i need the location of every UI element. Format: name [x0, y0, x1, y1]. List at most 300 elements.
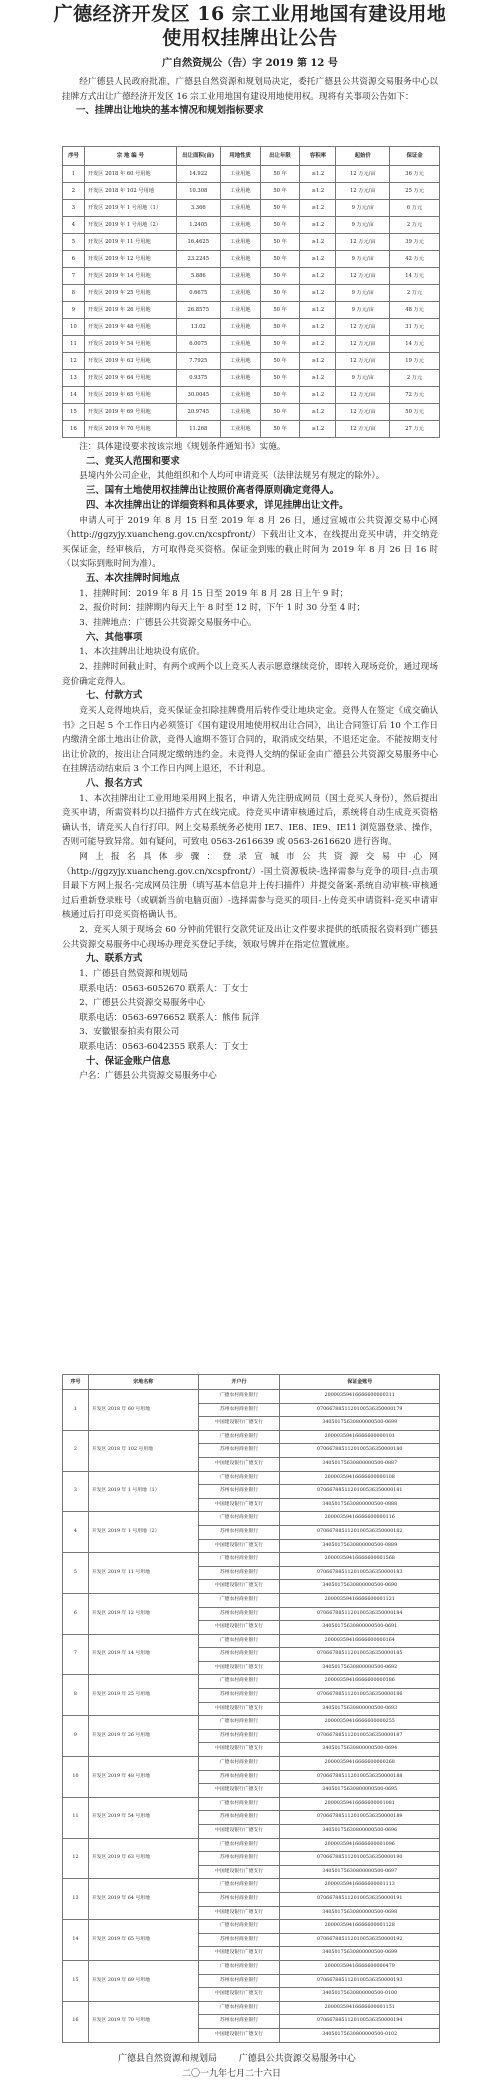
- section-heading: 十、保证金账户信息: [86, 1055, 171, 1067]
- deposit-account-number: 0706678851120100536350000194: [280, 2015, 440, 2029]
- table-row: [63, 1593, 440, 1607]
- deposit-parcel-name: 开发区 2019 年 25 号用地: [88, 1675, 198, 1716]
- deposit-row-number: 15: [63, 1960, 89, 2001]
- parcel-cell: 30.0045: [176, 387, 220, 404]
- deposit-account-number: 34050175630800000500-0102: [280, 2028, 440, 2042]
- table-row: [63, 268, 440, 285]
- parcel-cell: 开发区 2018 年 60 号用地: [84, 166, 176, 183]
- deposit-row-number: 3: [63, 1471, 89, 1512]
- parcel-cell: 开发区 2019 年 11 号用地: [84, 234, 176, 251]
- parcel-cell: 9 万元/亩: [336, 251, 390, 268]
- deposit-account-number: 20000359416666600000116: [280, 1512, 440, 1526]
- parcel-cell: 开发区 2019 年 25 号用地: [84, 285, 176, 302]
- title-line-2: 使用权挂牌出让公告: [162, 27, 338, 49]
- deposit-row-number: 10: [63, 1757, 89, 1798]
- deposit-bank: 苏州农村商业银行: [198, 1770, 280, 1784]
- deposit-account-number: 34050175630800000500-0695: [280, 1784, 440, 1798]
- deposit-row-number: 9: [63, 1716, 89, 1757]
- table-row: [63, 404, 440, 421]
- table-row: [63, 1553, 440, 1567]
- parcel-cell: ≥1.2: [300, 387, 336, 404]
- deposit-bank: 苏州农村商业银行: [198, 1607, 280, 1621]
- deposit-account-number: 34050175630800000500-0692: [280, 1661, 440, 1675]
- parcel-cell: 50 年: [260, 234, 300, 251]
- body-paragraph: 注：具体建设要求按该宗地《规划条件通知书》实施。: [79, 442, 286, 452]
- parcel-cell: 13: [63, 370, 85, 387]
- parcel-header-cell: 容积率: [300, 147, 336, 166]
- deposit-account-number: 34050175630800000500-0887: [280, 1457, 440, 1471]
- deposit-account-number: 0706678851120100536350000181: [280, 1485, 440, 1499]
- deposit-bank: 苏州农村商业银行: [198, 1974, 280, 1988]
- deposit-parcel-name: 开发区 2018 年 60 号用地: [88, 1390, 198, 1431]
- deposit-bank: 苏州农村商业银行: [198, 1403, 280, 1417]
- body-paragraph: 1、本次挂牌出让工业用地采用网上报名，申请人先注册成网员（国土竞买人身份），然后提出竞买申请，所需资料均以扫描件方式在线完成。待竞买申请审核通过后，系统将自动生成竞买资格确认书，请竞买人自行打印。网上交易系统务必使用 IE7、IE8、IE9、IE11 浏览器登录、操作，否则可能导致异常。如有疑问，可致电 0563-2616639 或 0563-2616620 进行咨询。: [62, 793, 438, 848]
- deposit-bank: 广德农村商业银行: [198, 1634, 280, 1648]
- body-paragraph: 县境内外公司企业，其他组织和个人均可申请竞买（法律法规另有规定的除外）。: [79, 471, 385, 482]
- deposit-account-number: 20000359416666600000268: [280, 1757, 440, 1771]
- parcel-cell: 9 万元/亩: [336, 370, 390, 387]
- body-paragraph: 2、竞买人须于现场会 60 分钟前凭银行交款凭证及出让文件要求提供的纸质报名资料到广德县公共资源交易服务中心现场办理竞买登记手续，领取号牌并在指定位置就座。: [62, 925, 438, 950]
- deposit-account-number: 0706678851120100536350000185: [280, 1648, 440, 1662]
- deposit-bank: 广德农村商业银行: [198, 1960, 280, 1974]
- deposit-row-number: 13: [63, 1879, 89, 1920]
- deposit-account-number: 0706678851120100536350000180: [280, 1444, 440, 1458]
- table-row: [63, 1512, 440, 1526]
- deposit-bank: 苏州农村商业银行: [198, 1729, 280, 1743]
- deposit-table-header: [63, 1375, 440, 1390]
- parcel-cell: ≥1.2: [300, 183, 336, 200]
- deposit-bank: 苏州农村商业银行: [198, 1811, 280, 1825]
- deposit-bank: 苏州农村商业银行: [198, 1892, 280, 1906]
- table-row: [63, 387, 440, 404]
- deposit-bank: 中国建设银行广德支行: [198, 1702, 280, 1716]
- parcel-cell: ≥1.2: [300, 336, 336, 353]
- parcel-cell: 50 年: [260, 353, 300, 370]
- deposit-bank: 广德农村商业银行: [198, 2001, 280, 2015]
- deposit-account-number: 0706678851120100536350000184: [280, 1607, 440, 1621]
- deposit-row-number: 2: [63, 1430, 89, 1471]
- deposit-parcel-name: 开发区 2019 年 12 号用地: [88, 1593, 198, 1634]
- parcel-cell: 工业用地: [220, 387, 260, 404]
- parcel-cell: 50 年: [260, 336, 300, 353]
- parcel-cell: 12 万元/亩: [336, 421, 390, 438]
- deposit-row-number: 11: [63, 1797, 89, 1838]
- body-paragraph: 联系电话：0563-6042355 联系人：丁女士: [79, 1041, 249, 1052]
- parcel-cell: 50 年: [260, 268, 300, 285]
- parcel-cell: 14.922: [176, 166, 220, 183]
- parcel-table-header: [63, 147, 440, 166]
- deposit-account-number: 34050175630800000500-0698: [280, 1906, 440, 1920]
- deposit-bank: 苏州农村商业银行: [198, 1485, 280, 1499]
- table-row: [63, 319, 440, 336]
- parcel-cell: 50 年: [260, 421, 300, 438]
- parcel-cell: 9: [63, 302, 85, 319]
- parcel-cell: ≥1.2: [300, 200, 336, 217]
- parcel-cell: 3: [63, 200, 85, 217]
- body-paragraph: 2、报价时间：挂牌期内每天上午 8 时至 12 时，下午 1 时 30 分至 4 时；: [79, 603, 366, 614]
- parcel-cell: ≥1.2: [300, 319, 336, 336]
- parcel-cell: 开发区 2019 年 63 号用地: [84, 353, 176, 370]
- deposit-account-number: 0706678851120100536350000187: [280, 1729, 440, 1743]
- deposit-parcel-name: 开发区 2019 年 63 号用地: [88, 1838, 198, 1879]
- deposit-row-number: 4: [63, 1512, 89, 1553]
- body-paragraph: 竞买人竞得地块后，竞买保证金扣除挂牌费用后转作受让地块定金。竞得人在签定《成交确认书》之日起 5 个工作日内必须签订《国有建设用地使用权出让合同》，出让合同签订后 10 个工作日内缴清全部土地出让价款，竞得人逾期不签订合同的，取消成交结果，不退还定金。不能按期支付出让价款的，按出让合同规定缴纳违约金。未竞得人交纳的保证金由广德县公共资源交易服务中心在挂牌活动结束后 3 个工作日内网上退还，不计利息。: [62, 705, 438, 775]
- table-row: [63, 1390, 440, 1404]
- parcel-cell: 9 万元/亩: [336, 217, 390, 234]
- deposit-account-number: 34050175630800000500-0693: [280, 1702, 440, 1716]
- parcel-cell: 5: [63, 234, 85, 251]
- deposit-account-number: 34050175630800000500-0697: [280, 1865, 440, 1879]
- parcel-cell: 工业用地: [220, 217, 260, 234]
- parcel-cell: 50 年: [260, 251, 300, 268]
- parcel-cell: 10.308: [176, 183, 220, 200]
- table-row: [63, 421, 440, 438]
- parcel-cell: 50 年: [260, 200, 300, 217]
- parcel-cell: 3.366: [176, 200, 220, 217]
- deposit-account-number: 34050175630800000500-0690: [280, 1580, 440, 1594]
- deposit-account-number: 20000359416666600000101: [280, 1430, 440, 1444]
- deposit-bank: 广德农村商业银行: [198, 1512, 280, 1526]
- parcel-cell: 11.268: [176, 421, 220, 438]
- deposit-account-number: 0706678851120100536350000182: [280, 1525, 440, 1539]
- deposit-row-number: 8: [63, 1675, 89, 1716]
- table-row: [63, 1675, 440, 1689]
- table-row: [63, 1879, 440, 1893]
- parcel-cell: 39 万元: [390, 234, 440, 251]
- deposit-parcel-name: 开发区 2019 年 70 号用地: [88, 2001, 198, 2042]
- section-heading: 三、国有土地使用权挂牌出让按照价高者得原则确定竞得人。: [86, 484, 340, 496]
- table-row: [63, 285, 440, 302]
- table-row: [63, 200, 440, 217]
- parcel-cell: 12 万元/亩: [336, 234, 390, 251]
- deposit-bank: 苏州农村商业银行: [198, 1689, 280, 1703]
- parcel-cell: 1.2405: [176, 217, 220, 234]
- document-number: 广自然资规公（告）字 2019 第 12 号: [162, 58, 338, 69]
- parcel-cell: 7: [63, 268, 85, 285]
- table-row: [63, 1838, 440, 1852]
- section-heading: 四、本次挂牌出让的详细资料和具体要求，详见挂牌出让文件。: [86, 499, 349, 511]
- deposit-parcel-name: 开发区 2019 年 65 号用地: [88, 1920, 198, 1961]
- deposit-bank: 苏州农村商业银行: [198, 1566, 280, 1580]
- intro-section: [0, 75, 500, 119]
- deposit-account-number: 20000359416666600000479: [280, 1960, 440, 1974]
- parcel-cell: 20.9745: [176, 404, 220, 421]
- deposit-account-number: 34050175630800000500-0696: [280, 1825, 440, 1839]
- parcel-cell: 开发区 2019 年 69 号用地: [84, 404, 176, 421]
- table-row: [63, 1430, 440, 1444]
- parcel-cell: 16: [63, 421, 85, 438]
- deposit-account-table: [62, 1374, 440, 2043]
- table-row: [63, 302, 440, 319]
- deposit-parcel-name: 开发区 2019 年 54 号用地: [88, 1797, 198, 1838]
- parcel-cell: ≥1.2: [300, 234, 336, 251]
- deposit-parcel-name: 开发区 2019 年 69 号用地: [88, 1960, 198, 2001]
- deposit-account-number: 20000359416666600001568: [280, 1553, 440, 1567]
- parcel-header-cell: 宗 地 编 号: [84, 147, 176, 166]
- parcel-cell: 8: [63, 285, 85, 302]
- deposit-parcel-name: 开发区 2019 年 1 号用地（1）: [88, 1471, 198, 1512]
- deposit-bank: 广德农村商业银行: [198, 1390, 280, 1404]
- table-row: [63, 1960, 440, 1974]
- parcel-cell: ≥1.2: [300, 285, 336, 302]
- body-paragraph: 1、广德县自然资源和规划局: [79, 969, 188, 979]
- deposit-header-cell: 宗地名称: [88, 1375, 198, 1390]
- deposit-account-number: 0706678851120100536350000192: [280, 1933, 440, 1947]
- parcel-cell: 9 万元/亩: [336, 285, 390, 302]
- body-paragraph: 1、挂牌时间：2019 年 8 月 15 日至 2019 年 8 月 28 日上午 9 时；: [79, 588, 349, 599]
- deposit-account-number: 20000359416666600000255: [280, 1716, 440, 1730]
- deposit-account-number: 20000359416666600001128: [280, 1920, 440, 1934]
- section-heading: 八、报名方式: [86, 777, 143, 789]
- parcel-cell: 7.7925: [176, 353, 220, 370]
- parcel-cell: 16.4625: [176, 234, 220, 251]
- parcel-cell: 27 万元: [390, 421, 440, 438]
- deposit-account-number: 20000359416666600001096: [280, 1838, 440, 1852]
- deposit-parcel-name: 开发区 2019 年 11 号用地: [88, 1553, 198, 1594]
- page-title: [0, 2, 500, 50]
- parcel-cell: 31 万元: [390, 319, 440, 336]
- parcel-cell: 开发区 2018 年 102 号用地: [84, 183, 176, 200]
- parcel-cell: 开发区 2019 年 26 号用地: [84, 302, 176, 319]
- deposit-bank: 苏州农村商业银行: [198, 1852, 280, 1866]
- section-heading: 二、竞买人范围和要求: [86, 455, 180, 467]
- body-paragraph: 1、本次挂牌出让地块设有底价。: [79, 647, 205, 658]
- parcel-header-cell: 保证金: [390, 147, 440, 166]
- parcel-cell: 开发区 2019 年 65 号用地: [84, 387, 176, 404]
- deposit-row-number: 16: [63, 2001, 89, 2042]
- deposit-account-number: 34050175630800000500-0694: [280, 1743, 440, 1757]
- parcel-cell: 50 年: [260, 302, 300, 319]
- deposit-bank: 广德农村商业银行: [198, 1879, 280, 1893]
- parcel-cell: 5.886: [176, 268, 220, 285]
- table-row: [63, 1634, 440, 1648]
- deposit-account-number: 20000359416666600001121: [280, 1593, 440, 1607]
- parcel-cell: 工业用地: [220, 251, 260, 268]
- body-paragraph: 联系电话：0563-6052670 联系人：丁女士: [79, 983, 249, 994]
- deposit-account-number: 0706678851120100536350000179: [280, 1403, 440, 1417]
- deposit-header-cell: 保证金账号: [280, 1375, 440, 1390]
- parcel-cell: 10: [63, 319, 85, 336]
- deposit-bank: 广德农村商业银行: [198, 1838, 280, 1852]
- parcel-cell: 1: [63, 166, 85, 183]
- deposit-header-cell: 序号: [63, 1375, 89, 1390]
- parcel-cell: 开发区 2019 年 12 号用地: [84, 251, 176, 268]
- deposit-bank: 中国建设银行广德支行: [198, 1906, 280, 1920]
- deposit-bank: 苏州农村商业银行: [198, 1525, 280, 1539]
- parcel-cell: 6 万元: [390, 200, 440, 217]
- deposit-row-number: 14: [63, 1920, 89, 1961]
- deposit-bank: 苏州农村商业银行: [198, 1444, 280, 1458]
- section-heading: 五、本次挂牌时间地点: [86, 572, 180, 584]
- parcel-cell: 11: [63, 336, 85, 353]
- parcel-cell: 48 万元: [390, 302, 440, 319]
- signature-org-1: 广德县自然资源和规划局: [118, 2054, 218, 2064]
- deposit-account-number: 34050175630800000500-0889: [280, 1539, 440, 1553]
- parcel-cell: 工业用地: [220, 370, 260, 387]
- parcel-cell: 12 万元/亩: [336, 404, 390, 421]
- parcel-cell: ≥1.2: [300, 302, 336, 319]
- deposit-row-number: 12: [63, 1838, 89, 1879]
- body-paragraph: 2、挂牌时间截止时，有两个或两个以上竞买人表示愿意继续竞价，即转入现场竞价，通过现场竞价确定竞得人。: [62, 661, 438, 687]
- table-row: [63, 336, 440, 353]
- deposit-bank: 广德农村商业银行: [198, 1797, 280, 1811]
- parcel-cell: 6.0075: [176, 336, 220, 353]
- parcel-cell: 12 万元/亩: [336, 268, 390, 285]
- deposit-bank: 广德农村商业银行: [198, 1920, 280, 1934]
- table-row: [63, 234, 440, 251]
- deposit-row-number: 7: [63, 1634, 89, 1675]
- parcel-table: [62, 146, 440, 438]
- deposit-account-number: 20000359416666600001151: [280, 2001, 440, 2015]
- table-row: [63, 353, 440, 370]
- deposit-bank: 中国建设银行广德支行: [198, 1947, 280, 1961]
- deposit-account-number: 20000359416666600000186: [280, 1675, 440, 1689]
- deposit-bank: 广德农村商业银行: [198, 1757, 280, 1771]
- deposit-parcel-name: 开发区 2019 年 64 号用地: [88, 1879, 198, 1920]
- deposit-bank: 广德农村商业银行: [198, 1716, 280, 1730]
- parcel-cell: 12 万元/亩: [336, 353, 390, 370]
- table-row: [63, 2001, 440, 2015]
- body-paragraph: 3、挂牌地点：广德县公共资源交易服务中心。: [79, 617, 257, 628]
- parcel-cell: 12 万元/亩: [336, 183, 390, 200]
- parcel-cell: 50 年: [260, 404, 300, 421]
- body-paragraph: 网上报名具体步骤：登录宣城市公共资源交易中心网（http://ggzyjy.xuancheng.gov.cn/xcspfront/）-国土资源板块-选择需参与竞争的项目-点击项目最下方网上报名-完成网员注册（填写基本信息并上传扫描件）并提交备案-系统自动审核-审核通过后重新登录账号（或刷新当前电脑页面）-选择需参与竞买的项目-上传竞买申请资料-竞买申请审核通过后打印竞买资格确认书。: [62, 852, 438, 921]
- parcel-cell: 工业用地: [220, 268, 260, 285]
- parcel-header-cell: 用地性质: [220, 147, 260, 166]
- deposit-parcel-name: 开发区 2018 年 102 号用地: [88, 1430, 198, 1471]
- deposit-row-number: 5: [63, 1553, 89, 1594]
- parcel-cell: 15: [63, 404, 85, 421]
- parcel-cell: 2 万元: [390, 285, 440, 302]
- deposit-bank: 中国建设银行广德支行: [198, 1865, 280, 1879]
- deposit-account-number: 20000359416666600001113: [280, 1879, 440, 1893]
- parcel-cell: 72 万元: [390, 387, 440, 404]
- deposit-bank: 广德农村商业银行: [198, 1553, 280, 1567]
- parcel-cell: ≥1.2: [300, 268, 336, 285]
- deposit-bank: 苏州农村商业银行: [198, 1933, 280, 1947]
- parcel-cell: 开发区 2019 年 48 号用地: [84, 319, 176, 336]
- parcel-cell: 50 年: [260, 183, 300, 200]
- parcel-cell: 13.02: [176, 319, 220, 336]
- table-row: [63, 1920, 440, 1934]
- parcel-cell: 工业用地: [220, 404, 260, 421]
- deposit-account-number: 34050175630800000500-0699: [280, 1417, 440, 1431]
- signature-date: 二〇一九年七月二十六日: [182, 2069, 282, 2079]
- parcel-cell: 50 年: [260, 285, 300, 302]
- parcel-cell: 开发区 2019 年 1 号用地（1）: [84, 200, 176, 217]
- deposit-row-number: 6: [63, 1593, 89, 1634]
- parcel-cell: 工业用地: [220, 200, 260, 217]
- deposit-bank: 中国建设银行广德支行: [198, 1661, 280, 1675]
- section-heading: 七、付款方式: [86, 690, 143, 702]
- parcel-cell: 0.9375: [176, 370, 220, 387]
- deposit-account-number: 0706678851120100536350000193: [280, 1974, 440, 1988]
- table-row: [63, 1757, 440, 1771]
- parcel-cell: 开发区 2019 年 70 号用地: [84, 421, 176, 438]
- body-paragraph: 户名：广德县公共资源交易服务中心: [79, 1071, 217, 1082]
- deposit-bank: 中国建设银行广德支行: [198, 1580, 280, 1594]
- deposit-bank: 中国建设银行广德支行: [198, 1457, 280, 1471]
- parcel-table-body: [63, 166, 440, 438]
- deposit-account-number: 0706678851120100536350000188: [280, 1770, 440, 1784]
- parcel-cell: 工业用地: [220, 302, 260, 319]
- parcel-header-cell: 出让面积(亩): [176, 147, 220, 166]
- parcel-cell: 4: [63, 217, 85, 234]
- parcel-cell: 开发区 2019 年 1 号用地（2）: [84, 217, 176, 234]
- deposit-account-number: 34050175630800000500-0100: [280, 1988, 440, 2002]
- parcel-cell: 12 万元/亩: [336, 319, 390, 336]
- deposit-bank: 广德农村商业银行: [198, 1430, 280, 1444]
- deposit-parcel-name: 开发区 2019 年 48 号用地: [88, 1757, 198, 1798]
- table-row: [63, 183, 440, 200]
- parcel-cell: 26.8575: [176, 302, 220, 319]
- parcel-cell: 9 万元/亩: [336, 302, 390, 319]
- deposit-account-number: 0706678851120100536350000189: [280, 1811, 440, 1825]
- parcel-cell: 9 万元/亩: [336, 200, 390, 217]
- deposit-account-number: 34050175630800000500-0699: [280, 1947, 440, 1961]
- parcel-cell: ≥1.2: [300, 217, 336, 234]
- parcel-cell: 工业用地: [220, 234, 260, 251]
- deposit-account-number: 20000359416666600001081: [280, 1797, 440, 1811]
- parcel-cell: 50 年: [260, 319, 300, 336]
- table-row: [63, 251, 440, 268]
- parcel-cell: 14: [63, 387, 85, 404]
- deposit-header-cell: 开户行: [198, 1375, 280, 1390]
- parcel-cell: 50 年: [260, 217, 300, 234]
- deposit-table-body: [63, 1390, 440, 2043]
- deposit-account-number: 34050175630800000500-0888: [280, 1498, 440, 1512]
- deposit-account-number: 20000359416666600000108: [280, 1471, 440, 1485]
- parcel-cell: 开发区 2019 年 64 号用地: [84, 370, 176, 387]
- parcel-cell: 工业用地: [220, 421, 260, 438]
- parcel-cell: 工业用地: [220, 183, 260, 200]
- deposit-row-number: 1: [63, 1390, 89, 1431]
- parcel-cell: 50 年: [260, 370, 300, 387]
- parcel-header-cell: 序号: [63, 147, 85, 166]
- parcel-cell: 12 万元/亩: [336, 166, 390, 183]
- deposit-parcel-name: 开发区 2019 年 1 号用地（2）: [88, 1512, 198, 1553]
- parcel-cell: 6: [63, 251, 85, 268]
- table-row: [63, 370, 440, 387]
- deposit-bank: 广德农村商业银行: [198, 1471, 280, 1485]
- parcel-cell: 50 年: [260, 387, 300, 404]
- deposit-parcel-name: 开发区 2019 年 14 号用地: [88, 1634, 198, 1675]
- parcel-cell: ≥1.2: [300, 166, 336, 183]
- deposit-bank: 中国建设银行广德支行: [198, 1498, 280, 1512]
- parcel-cell: ≥1.2: [300, 353, 336, 370]
- title-line-1: 广德经济开发区 16 宗工业用地国有建设用地: [53, 3, 447, 25]
- parcel-cell: 50 年: [260, 166, 300, 183]
- table-row: [63, 1471, 440, 1485]
- parcel-header-cell: 起始价: [336, 147, 390, 166]
- parcel-cell: 14 万元: [390, 268, 440, 285]
- parcel-cell: 工业用地: [220, 166, 260, 183]
- section-heading: 九、联系方式: [86, 953, 143, 965]
- parcel-cell: 2: [63, 183, 85, 200]
- table-row: [63, 166, 440, 183]
- parcel-header-cell: 出让年限: [260, 147, 300, 166]
- signature-orgs: [0, 2052, 500, 2067]
- table-row: [63, 1797, 440, 1811]
- parcel-cell: 19 万元: [390, 353, 440, 370]
- body-paragraph: 联系电话：0563-6976652 联系人：熊伟 阮洋: [79, 1012, 260, 1023]
- parcel-cell: 工业用地: [220, 285, 260, 302]
- body-paragraph: 3、安徽银泰拍卖有限公司: [79, 1027, 180, 1038]
- signature-block: [0, 2052, 500, 2082]
- deposit-account-number: 0706678851120100536350000186: [280, 1689, 440, 1703]
- deposit-bank: 中国建设银行广德支行: [198, 1539, 280, 1553]
- deposit-account-number: 0706678851120100536350000191: [280, 1892, 440, 1906]
